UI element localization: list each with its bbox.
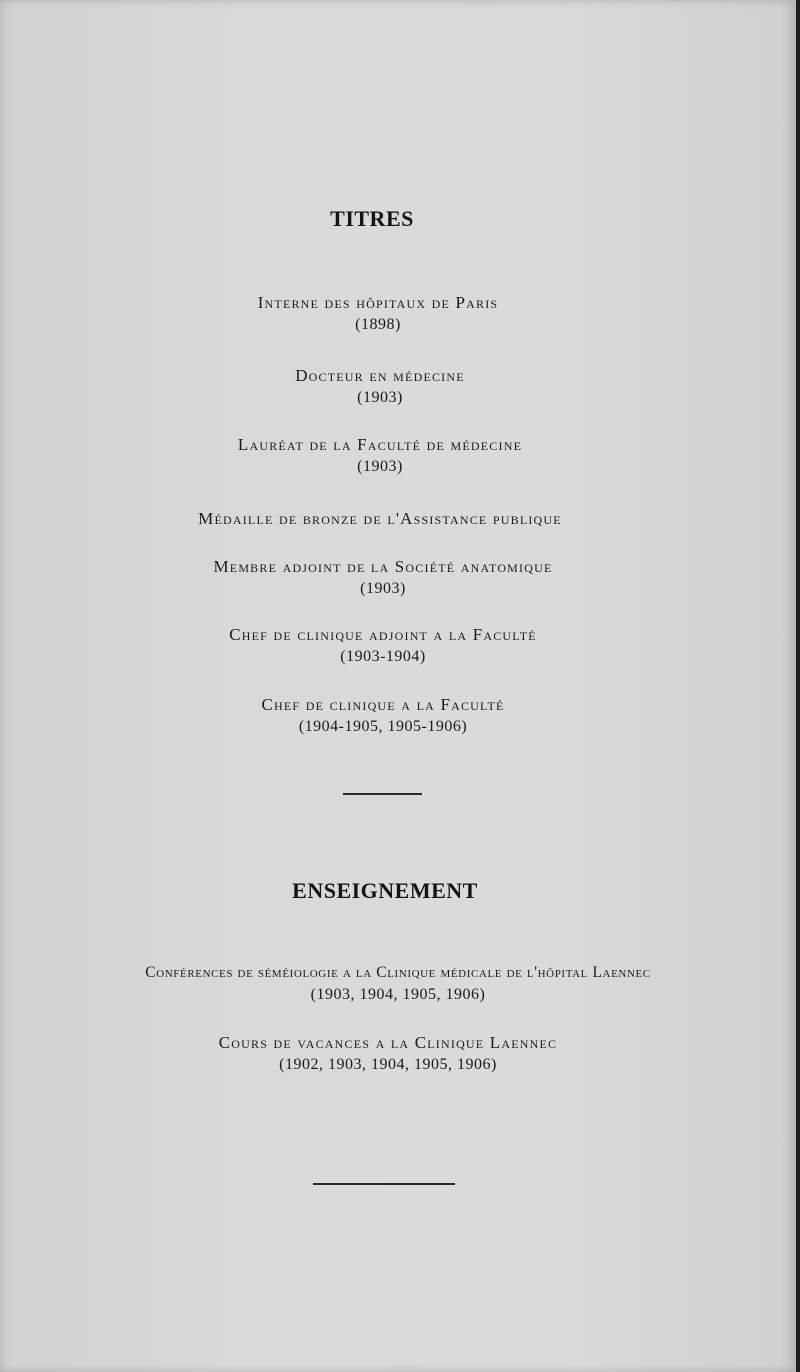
titre-date: (1904-1905, 1905-1906): [298, 718, 468, 735]
section-heading-titres: TITRES: [330, 206, 414, 231]
titre-title: Interne des hôpitaux de Paris: [257, 293, 499, 312]
titre-date: (1898): [355, 316, 401, 333]
enseignement-title: Cours de vacances a la Clinique Laennec: [218, 1033, 558, 1052]
titre-date: (1903-1904): [340, 648, 426, 665]
titre-entry: [0, 292, 756, 336]
section-heading-enseignement: ENSEIGNEMENT: [292, 878, 478, 903]
titre-title: Membre adjoint de la Société anatomique: [213, 557, 553, 576]
titre-entry: [0, 508, 760, 530]
titre-title: Lauréat de la Faculté de médecine: [237, 435, 523, 454]
page-edge-shadow: [796, 0, 800, 1372]
enseignement-date: (1903, 1904, 1905, 1906): [310, 986, 486, 1003]
titre-title: Chef de clinique a la Faculté: [261, 695, 505, 714]
titre-title: Médaille de bronze de l'Assistance publique: [198, 509, 562, 528]
titre-entry: [0, 694, 766, 738]
section-divider: [313, 1183, 455, 1185]
titre-date: (1903): [357, 389, 403, 406]
enseignement-entry: [0, 1032, 776, 1076]
titre-date: (1903): [360, 580, 406, 597]
enseignement-entry: [0, 962, 796, 1006]
enseignement-date: (1902, 1903, 1904, 1905, 1906): [279, 1056, 497, 1073]
titre-title: Chef de clinique adjoint a la Faculté: [229, 625, 537, 644]
titre-date: (1903): [357, 458, 403, 475]
section-divider: [343, 793, 422, 795]
titre-entry: [0, 365, 760, 409]
titre-entry: [0, 556, 766, 600]
titre-title: Docteur en médecine: [295, 366, 465, 385]
enseignement-title: Conférences de séméiologie a la Clinique médicale de l'hôpital Laennec: [145, 964, 651, 981]
titre-entry: [0, 434, 760, 478]
titre-entry: [0, 624, 766, 668]
